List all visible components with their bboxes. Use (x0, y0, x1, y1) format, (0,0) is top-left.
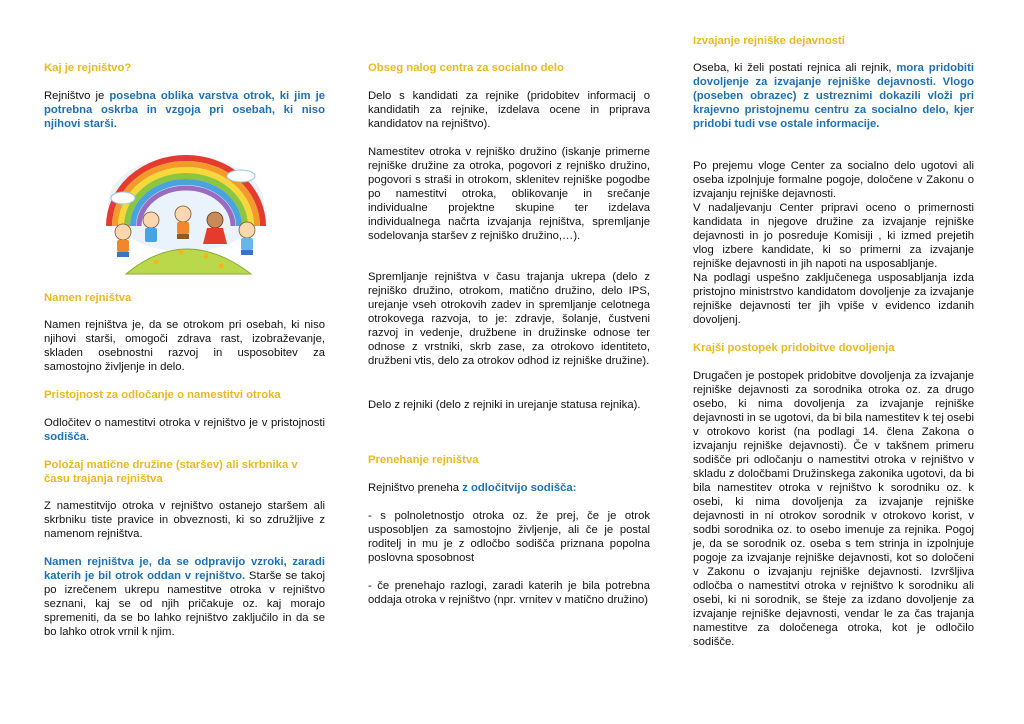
child-5 (239, 222, 255, 255)
paragraph-namestitev: Namestitev otroka v rejniško družino (iskanje primerne rejniške družine za otroka, pogovori z rejniško družino, pogovori s straši in otrokom, sklenitev rejniške pogodbe po namestitvi otroka, oblikovanje in srečanje individualne projektne skupine ter izdelava individualnega načrta izvajanja rejništva, spremljanje sodelovanja staršev z rejniško družino,…). (368, 146, 650, 242)
heading-pristojnost: Pristojnost za odločanje o namestitvi otroka (44, 389, 281, 401)
definition-highlight: posebna oblika varstva otrok, ki jim je potrebna oskrba in vzgoja pri osebah, ki niso njihovi starši (44, 90, 325, 130)
paragraph-na-podlagi: Na podlagi uspešno zaključenega usposabljanja izda pristojno ministrstvo kandidatom dovoljenje za izvajanje rejniške dejavnosti ter jih vpiše v evidenco izdanih dovoljenj. (693, 272, 974, 326)
izvajanje-lead: Oseba, ki želi postati rejnica ali rejnik, (693, 62, 897, 74)
paragraph-krajsi-postopek: Drugačen je postopek pridobitve dovoljenja za izvajanje rejniške dejavnosti za sorodnika otroka oz. za drugo osebo, ki nima dovoljenja za izvajanje rejniške dejavnosti in se ugotovi, da bi bila namestitev k tej osebi v otrokovo korist (na podlagi 14. člena Zakona o izvajanju rejniške dejavnosti). Če v takšnem primeru sodišče pri odločanju o namestitvi otroka v rejništvo v skladu z določbami Družinskega zakonika ugotovi, da bi bila namestitev otroka v rejništvo k sorodniku oz. k osebi, ki nima dovoljenja za izvajanje rejniške dejavnosti in ni otrokov sorodnik v otrokovo korist, v sodbi sorodnika oz. to osebo imenuje za rejnika. Pogoj je, da se sorodnik oz. oseba s tem strinja in izpolnjuje pogoje za izvajanje rejniške dejavnosti, kot so določeni v Zakonu o izvajanju rejniške dejavnosti. Izvršljiva odločba o namestitvi otroka v rejništvo k sorodniku ali osebi, ki ni sorodnik, se šteje za izdano dovoljenje za izvajanje rejniške dejavnosti, vendar le za čas trajanja namestitve za določenega otroka, kot je odločilo sodišče. (693, 370, 974, 648)
definition-end: . (113, 118, 117, 130)
izvajanje-highlight: mora pridobiti dovoljenje za izvajanje rejniške dejavnosti. Vlogo (poseben obrazec) z ustreznimi dokazili vloži pri krajevno pristojnemu centru za socialno delo, kjer pridobi tudi vse ostale informacije. (693, 62, 974, 130)
children-rainbow-illustration (101, 144, 271, 276)
paragraph-delo-s-kandidati: Delo s kandidati za rejnike (pridobitev informacij o kandidatih za rejnike, izdelava ocene in priprava kandidatov na rejništvo). (368, 90, 650, 130)
heading-namen-rejnistva: Namen rejništva (44, 292, 132, 304)
heading-izvajanje: Izvajanje rejniške dejavnosti (693, 35, 845, 47)
rainbow-icon (101, 144, 271, 276)
paragraph-namen-odprava-vzrokov (44, 555, 325, 639)
odprava-highlight: Namen rejništva je, da se odpravijo vzroki, zaradi katerih je bil otrok oddan v rejništvo. (44, 556, 325, 582)
pristojnost-end: . (86, 431, 90, 443)
paragraph-namen: Namen rejništva je, da se otrokom pri osebah, ki niso njihovi starši, omogoči zdrava rast, izobraževanje, skladen osebnostni razvoj in usposobitev za samostojno življenje in delo. (44, 319, 325, 373)
list-item-prenehanje-razlogov: - če prenehajo razlogi, zaradi katerih je bila potrebna oddaja otroka v rejništvo (npr. vrnitev v matično družino) (368, 580, 650, 606)
heading-prenehanje: Prenehanje rejništva (368, 454, 479, 466)
paragraph-po-prejemu: Po prejemu vloge Center za socialno delo ugotovi ali oseba izpolnjuje formalne pogoje, določene v Zakonu o izvajanju rejniške dejavnosti. (693, 160, 974, 200)
prenehanje-lead: Rejništvo preneha (368, 482, 463, 494)
paragraph-polozaj: Z namestitvijo otroka v rejništvo ostanejo staršem ali skrbniku tiste pravice in obveznosti, ki so združljive z namenom rejništva. (44, 500, 325, 540)
odprava-text: Starše se takoj po izrečenem ukrepu namestitve otroka v rejništvo seznani, kaj se od njih pričakuje oz. kaj morajo spremeniti, da se bo lahko rejništvo zaključilo in da se bo lahko otrok vrnil k njim. (44, 570, 325, 638)
pristojnost-lead: Odločitev o namestitvi otroka v rejništvo je v pristojnosti (44, 417, 325, 429)
paragraph-nadaljevanje: V nadaljevanju Center pripravi oceno o primernosti kandidata in njegove družine za izvajanje rejniške dejavnosti in jo posreduje Komisiji , ki izmed prejetih vlog izbere kandidate, ki so primerni za izvajanje rejniške dejavnosti in jih napoti na usposabljanje. (693, 202, 974, 270)
heading-kaj-je-rejnistvo: Kaj je rejništvo? (44, 62, 132, 74)
heading-polozaj-maticne-druzine: Položaj matične družine (staršev) ali skrbnika v času trajanja rejništva (44, 459, 298, 485)
child-1 (115, 224, 131, 257)
heading-obseg-nalog: Obseg nalog centra za socialno delo (368, 62, 564, 74)
paragraph-prenehanje (368, 481, 650, 495)
paragraph-pristojnost (44, 416, 325, 444)
paragraph-delo-z-rejniki: Delo z rejniki (delo z rejniki in urejanje statusa rejnika). (368, 399, 641, 411)
heading-krajsi-postopek: Krajši postopek pridobitve dovoljenja (693, 342, 895, 354)
definition-lead: Rejništvo je (44, 90, 110, 102)
list-item-polnoletnost: - s polnoletnostjo otroka oz. že prej, če je otrok usposobljen za samostojno življenje, ali če je postal roditelj in mu je z odločbo sodišča priznana popolna poslovna sposobnost (368, 510, 650, 564)
paragraph-spremljanje: Spremljanje rejništva v času trajanja ukrepa (delo z rejniško družino, otrokom, matično družino, delo IPS, urejanje vseh otrokovih zadev in spremljanje celotnega otrokovega razvoja, to je: zdravje, šolanje, čustveni razvoj in vedenje, družbene in družinske odnose ter odnose z vrstniki, skrb zase, za otrokovo identiteto, družbeni vtis, delo za otrokov odhod iz rejniške družine). (368, 271, 650, 367)
paragraph-definition (44, 89, 325, 131)
pristojnost-highlight: sodišča (44, 431, 87, 443)
prenehanje-highlight: z odločitvijo sodišča: (462, 482, 577, 494)
paragraph-izvajanje (693, 61, 974, 131)
